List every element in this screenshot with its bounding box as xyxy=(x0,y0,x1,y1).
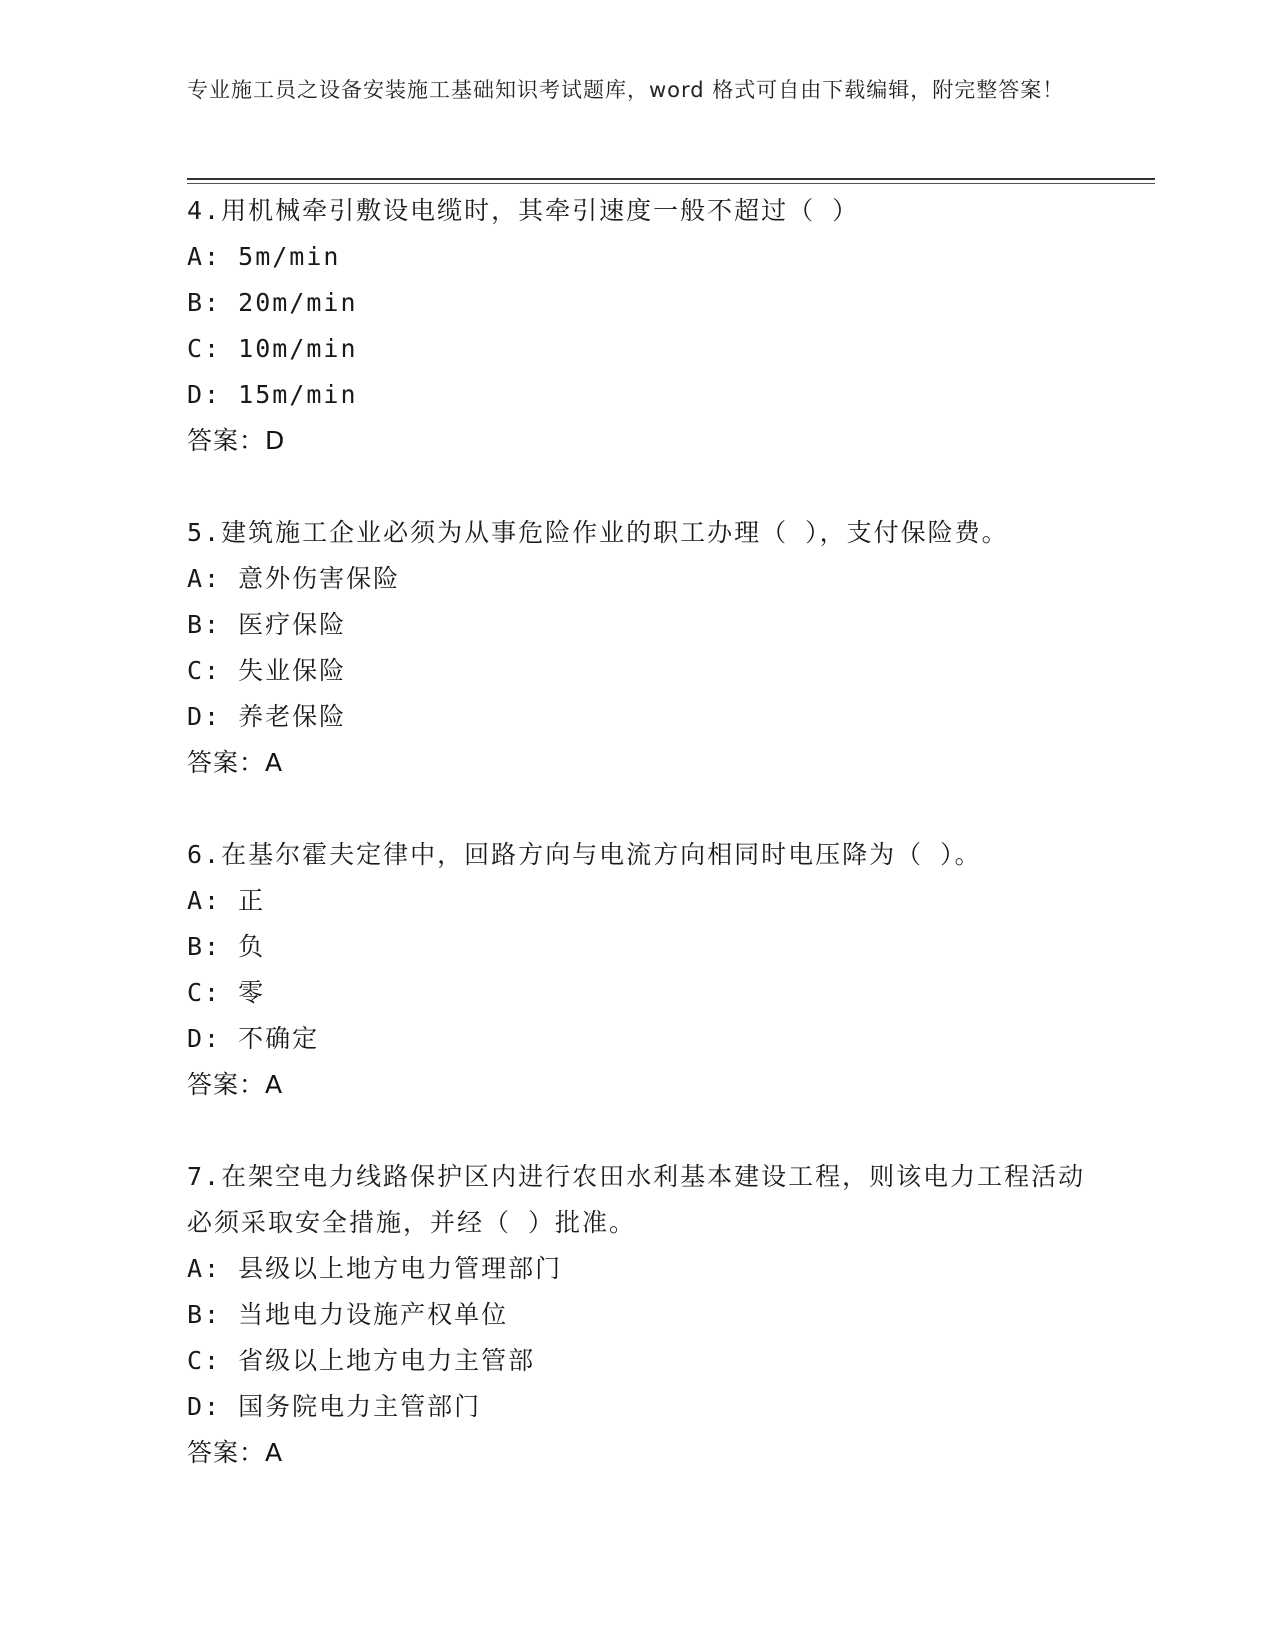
option-c: C: 10m/min xyxy=(187,334,358,363)
header-divider-thick xyxy=(187,178,1155,180)
answer-line: 答案：D xyxy=(187,426,286,455)
option-a: A: 意外伤害保险 xyxy=(187,564,401,593)
option-d: D: 15m/min xyxy=(187,380,358,409)
document-header xyxy=(187,74,1067,107)
question-7 xyxy=(187,1154,1087,1476)
question-list xyxy=(187,188,1087,1476)
option-d: D: 不确定 xyxy=(187,1024,320,1053)
option-a: A: 5m/min xyxy=(187,242,341,271)
answer-line: 答案：A xyxy=(187,1438,284,1467)
question-6 xyxy=(187,832,1087,1108)
question-stem: 6.在基尔霍夫定律中，回路方向与电流方向相同时电压降为（ ）。 xyxy=(187,840,982,869)
question-4 xyxy=(187,188,1087,464)
option-c: C: 省级以上地方电力主管部 xyxy=(187,1346,536,1375)
option-b: B: 医疗保险 xyxy=(187,610,347,639)
question-stem: 4.用机械牵引敷设电缆时，其牵引速度一般不超过（ ） xyxy=(187,196,860,225)
question-stem: 7.在架空电力线路保护区内进行农田水利基本建设工程，则该电力工程活动必须采取安全措施，并经（ ）批准。 xyxy=(187,1162,1086,1237)
answer-line: 答案：A xyxy=(187,748,284,777)
question-5 xyxy=(187,510,1087,786)
option-d: D: 养老保险 xyxy=(187,702,347,731)
option-d: D: 国务院电力主管部门 xyxy=(187,1392,482,1421)
option-b: B: 负 xyxy=(187,932,266,961)
option-a: A: 正 xyxy=(187,886,266,915)
answer-line: 答案：A xyxy=(187,1070,284,1099)
option-a: A: 县级以上地方电力管理部门 xyxy=(187,1254,563,1283)
option-b: B: 20m/min xyxy=(187,288,358,317)
option-c: C: 零 xyxy=(187,978,266,1007)
header-title: 专业施工员之设备安装施工基础知识考试题库，word 格式可自由下载编辑，附完整答案！ xyxy=(187,78,1065,102)
option-c: C: 失业保险 xyxy=(187,656,347,685)
option-b: B: 当地电力设施产权单位 xyxy=(187,1300,509,1329)
header-divider-thin xyxy=(187,183,1155,184)
question-stem: 5.建筑施工企业必须为从事危险作业的职工办理（ ），支付保险费。 xyxy=(187,518,1009,547)
